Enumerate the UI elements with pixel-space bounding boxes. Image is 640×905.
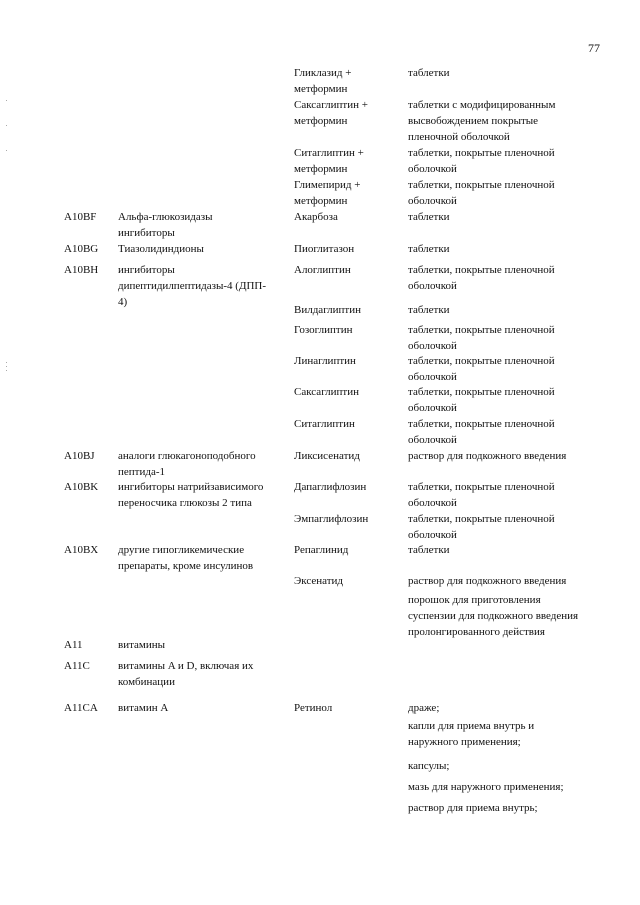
drug-name: Дапаглифлозин: [294, 481, 367, 493]
group-name: комбинации: [118, 676, 175, 688]
dosage-form: таблетки: [408, 304, 450, 316]
drug-name: Гозоглиптин: [294, 324, 353, 336]
drug-name: Гликлазид +: [294, 67, 352, 79]
dosage-form: таблетки: [408, 243, 450, 255]
group-name: 4): [118, 296, 128, 308]
dosage-form: таблетки: [408, 67, 450, 79]
dosage-form: мазь для наружного применения;: [408, 781, 564, 793]
drug-name: Акарбоза: [294, 211, 338, 223]
dosage-form: суспензии для подкожного введения: [408, 610, 579, 622]
group-name: витамины A и D, включая их: [118, 660, 254, 672]
dosage-form: таблетки, покрытые пленочной: [408, 264, 555, 276]
drug-name: Ретинол: [294, 702, 333, 714]
dosage-form: оболочкой: [408, 529, 457, 541]
drug-name: Глимепирид +: [294, 179, 361, 191]
drug-name: Репаглинид: [294, 544, 349, 556]
dosage-form: пленочной оболочкой: [408, 131, 510, 143]
dosage-form: капли для приема внутрь и: [408, 720, 535, 732]
drug-name: Вилдаглиптин: [294, 304, 361, 316]
atc-code: A10BG: [64, 243, 99, 255]
drug-name: Эмпаглифлозин: [294, 513, 369, 525]
dosage-form: драже;: [408, 702, 440, 714]
atc-code: A10BH: [64, 264, 99, 276]
page-number: 77: [588, 41, 600, 55]
dosage-form: оболочкой: [408, 371, 457, 383]
drug-name: Пиоглитазон: [294, 243, 355, 255]
dosage-form: таблетки, покрытые пленочной: [408, 355, 555, 367]
atc-code: A10BK: [64, 481, 99, 493]
dosage-form: оболочкой: [408, 434, 457, 446]
group-name: ингибиторы натрийзависимого: [118, 481, 264, 493]
group-name: ингибиторы: [118, 227, 175, 239]
dosage-form: таблетки: [408, 211, 450, 223]
group-name: витамины: [118, 639, 166, 651]
drug-name: метформин: [294, 83, 348, 95]
group-name: аналоги глюкагоноподобного: [118, 450, 256, 462]
dosage-form: таблетки, покрытые пленочной: [408, 386, 555, 398]
group-name: препараты, кроме инсулинов: [118, 560, 254, 572]
dosage-form: оболочкой: [408, 163, 457, 175]
dosage-form: таблетки, покрытые пленочной: [408, 481, 555, 493]
drug-name: Саксаглиптин +: [294, 99, 368, 111]
group-name: Альфа-глюкозидазы: [118, 211, 213, 223]
drug-name: Саксаглиптин: [294, 386, 359, 398]
drug-name: Эксенатид: [294, 575, 344, 587]
margin-marks: [6, 100, 8, 175]
dosage-form: оболочкой: [408, 340, 457, 352]
dosage-form: высвобождением покрытые: [408, 115, 539, 127]
group-name: ингибиторы: [118, 264, 175, 276]
group-name: Тиазолидиндионы: [118, 243, 204, 255]
dosage-form: пролонгированного действия: [408, 626, 545, 638]
dosage-form: таблетки, покрытые пленочной: [408, 418, 555, 430]
atc-code: A11CA: [64, 702, 98, 714]
drug-name: Ситаглиптин: [294, 418, 355, 430]
dosage-form: наружного применения;: [408, 736, 521, 748]
dosage-form: порошок для приготовления: [408, 594, 541, 606]
drug-name: Ситаглиптин +: [294, 147, 364, 159]
dosage-form: таблетки, покрытые пленочной: [408, 324, 555, 336]
drug-name: метформин: [294, 195, 348, 207]
group-name: витамин A: [118, 702, 169, 714]
atc-code: A11C: [64, 660, 90, 672]
atc-code: A11: [64, 639, 83, 651]
dosage-form: оболочкой: [408, 402, 457, 414]
dosage-form: капсулы;: [408, 760, 450, 772]
atc-code: A10BJ: [64, 450, 95, 462]
dosage-form: таблетки: [408, 544, 450, 556]
drug-name: Линаглиптин: [294, 355, 356, 367]
dosage-form: оболочкой: [408, 195, 457, 207]
dosage-form: раствор для подкожного введения: [408, 450, 567, 462]
dosage-form: оболочкой: [408, 497, 457, 509]
atc-code: A10BF: [64, 211, 97, 223]
group-name: другие гипогликемические: [118, 544, 245, 556]
group-name: пептида-1: [118, 466, 165, 478]
dosage-form: раствор для приема внутрь;: [408, 802, 538, 814]
dosage-form: таблетки, покрытые пленочной: [408, 513, 555, 525]
drug-name: Ликсисенатид: [294, 450, 360, 462]
dosage-form: раствор для подкожного введения: [408, 575, 567, 587]
group-name: переносчика глюкозы 2 типа: [118, 497, 252, 509]
dosage-form: таблетки с модифицированным: [408, 99, 556, 111]
dosage-form: таблетки, покрытые пленочной: [408, 147, 555, 159]
group-name: дипептидилпептидазы-4 (ДПП-: [118, 280, 267, 292]
drug-name: метформин: [294, 115, 348, 127]
margin-marks: [6, 362, 8, 395]
dosage-form: таблетки, покрытые пленочной: [408, 179, 555, 191]
dosage-form: оболочкой: [408, 280, 457, 292]
drug-name: Алоглиптин: [294, 264, 351, 276]
drug-name: метформин: [294, 163, 348, 175]
atc-code: A10BX: [64, 544, 99, 556]
